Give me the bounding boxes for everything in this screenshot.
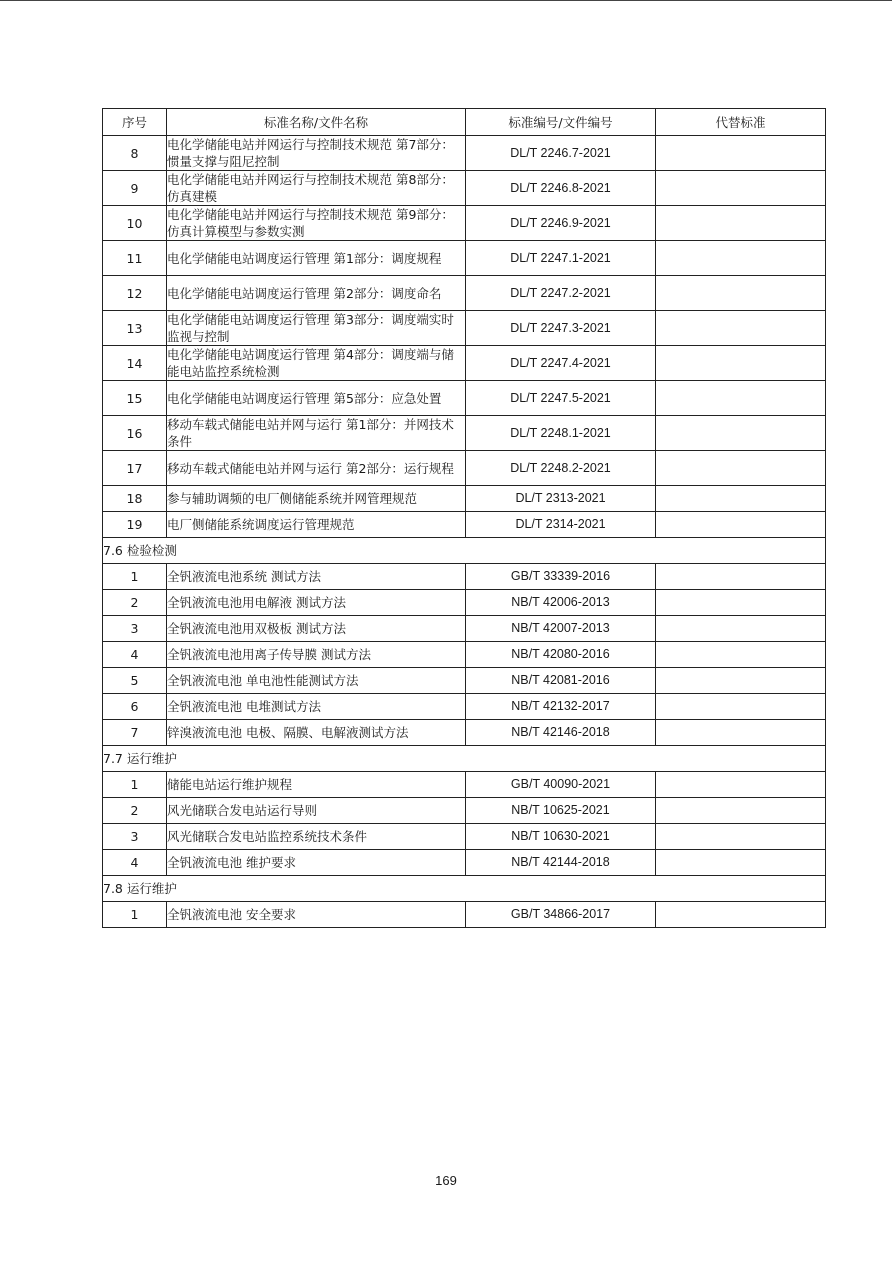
serial-no-cell: 4 <box>103 850 167 876</box>
standard-name-cell: 电厂侧储能系统调度运行管理规范 <box>167 512 466 538</box>
serial-no-cell: 12 <box>103 276 167 311</box>
standard-name-cell: 风光储联合发电站运行导则 <box>167 798 466 824</box>
table-row <box>103 311 826 346</box>
top-border-line <box>0 0 892 1</box>
table-row <box>103 512 826 538</box>
standard-code-cell: DL/T 2248.1-2021 <box>466 416 656 451</box>
standard-name-cell: 电化学储能电站调度运行管理 第1部分：调度规程 <box>167 241 466 276</box>
table-row <box>103 136 826 171</box>
standard-code-cell: DL/T 2247.3-2021 <box>466 311 656 346</box>
serial-no-cell: 17 <box>103 451 167 486</box>
replaced-standard-cell <box>656 616 826 642</box>
standard-code-cell: NB/T 42132-2017 <box>466 694 656 720</box>
replaced-standard-cell <box>656 346 826 381</box>
standard-code-cell: DL/T 2247.1-2021 <box>466 241 656 276</box>
replaced-standard-cell <box>656 206 826 241</box>
serial-no-cell: 18 <box>103 486 167 512</box>
standard-code-cell: DL/T 2246.9-2021 <box>466 206 656 241</box>
standard-name-cell: 移动车载式储能电站并网与运行 第1部分：并网技术条件 <box>167 416 466 451</box>
table-body <box>103 136 826 928</box>
standard-name-cell: 电化学储能电站调度运行管理 第2部分：调度命名 <box>167 276 466 311</box>
replaced-standard-cell <box>656 486 826 512</box>
standard-name-cell: 全钒液流电池 单电池性能测试方法 <box>167 668 466 694</box>
replaced-standard-cell <box>656 590 826 616</box>
standard-name-cell: 全钒液流电池用离子传导膜 测试方法 <box>167 642 466 668</box>
replaced-standard-cell <box>656 798 826 824</box>
serial-no-cell: 14 <box>103 346 167 381</box>
section-heading: 7.8 运行维护 <box>103 876 826 902</box>
standard-name-cell: 全钒液流电池用电解液 测试方法 <box>167 590 466 616</box>
serial-no-cell: 4 <box>103 642 167 668</box>
standard-code-cell: DL/T 2247.2-2021 <box>466 276 656 311</box>
serial-no-cell: 10 <box>103 206 167 241</box>
serial-no-cell: 2 <box>103 590 167 616</box>
replaced-standard-cell <box>656 381 826 416</box>
replaced-standard-cell <box>656 668 826 694</box>
replaced-standard-cell <box>656 136 826 171</box>
replaced-standard-cell <box>656 276 826 311</box>
table-row <box>103 416 826 451</box>
serial-no-cell: 1 <box>103 772 167 798</box>
standard-code-cell: NB/T 42006-2013 <box>466 590 656 616</box>
serial-no-cell: 5 <box>103 668 167 694</box>
replaced-standard-cell <box>656 772 826 798</box>
serial-no-cell: 7 <box>103 720 167 746</box>
serial-no-cell: 16 <box>103 416 167 451</box>
header-replaced-standard: 代替标准 <box>656 109 826 136</box>
standard-code-cell: GB/T 40090-2021 <box>466 772 656 798</box>
replaced-standard-cell <box>656 241 826 276</box>
standard-name-cell: 全钒液流电池 安全要求 <box>167 902 466 928</box>
standard-code-cell: NB/T 42080-2016 <box>466 642 656 668</box>
replaced-standard-cell <box>656 902 826 928</box>
standard-name-cell: 移动车载式储能电站并网与运行 第2部分：运行规程 <box>167 451 466 486</box>
standard-name-cell: 电化学储能电站并网运行与控制技术规范 第8部分：仿真建模 <box>167 171 466 206</box>
standard-name-cell: 风光储联合发电站监控系统技术条件 <box>167 824 466 850</box>
serial-no-cell: 9 <box>103 171 167 206</box>
replaced-standard-cell <box>656 512 826 538</box>
standard-code-cell: DL/T 2247.5-2021 <box>466 381 656 416</box>
serial-no-cell: 3 <box>103 616 167 642</box>
table-row <box>103 642 826 668</box>
replaced-standard-cell <box>656 720 826 746</box>
serial-no-cell: 3 <box>103 824 167 850</box>
table-row <box>103 451 826 486</box>
standard-code-cell: NB/T 10630-2021 <box>466 824 656 850</box>
standard-code-cell: NB/T 42144-2018 <box>466 850 656 876</box>
table-row <box>103 824 826 850</box>
standard-name-cell: 全钒液流电池 电堆测试方法 <box>167 694 466 720</box>
section-heading-row <box>103 538 826 564</box>
table-row <box>103 346 826 381</box>
replaced-standard-cell <box>656 451 826 486</box>
standard-code-cell: DL/T 2314-2021 <box>466 512 656 538</box>
replaced-standard-cell <box>656 850 826 876</box>
section-heading-row <box>103 876 826 902</box>
standard-code-cell: GB/T 34866-2017 <box>466 902 656 928</box>
standard-code-cell: NB/T 42081-2016 <box>466 668 656 694</box>
table-row <box>103 616 826 642</box>
table-row <box>103 720 826 746</box>
replaced-standard-cell <box>656 416 826 451</box>
table-row <box>103 902 826 928</box>
standard-code-cell: DL/T 2313-2021 <box>466 486 656 512</box>
standard-name-cell: 储能电站运行维护规程 <box>167 772 466 798</box>
standard-name-cell: 全钒液流电池用双极板 测试方法 <box>167 616 466 642</box>
table-row <box>103 206 826 241</box>
standards-table <box>102 108 826 928</box>
serial-no-cell: 2 <box>103 798 167 824</box>
page-number: 169 <box>435 1173 457 1188</box>
standard-code-cell: GB/T 33339-2016 <box>466 564 656 590</box>
table-row <box>103 241 826 276</box>
header-standard-name: 标准名称/文件名称 <box>167 109 466 136</box>
standard-code-cell: NB/T 42146-2018 <box>466 720 656 746</box>
standard-code-cell: DL/T 2248.2-2021 <box>466 451 656 486</box>
serial-no-cell: 1 <box>103 902 167 928</box>
standard-code-cell: DL/T 2247.4-2021 <box>466 346 656 381</box>
table-row <box>103 590 826 616</box>
table-row <box>103 694 826 720</box>
standard-name-cell: 参与辅助调频的电厂侧储能系统并网管理规范 <box>167 486 466 512</box>
standard-name-cell: 电化学储能电站并网运行与控制技术规范 第9部分：仿真计算模型与参数实测 <box>167 206 466 241</box>
section-heading-row <box>103 746 826 772</box>
standard-code-cell: NB/T 10625-2021 <box>466 798 656 824</box>
table-header-row <box>103 109 826 136</box>
table-row <box>103 668 826 694</box>
section-heading: 7.7 运行维护 <box>103 746 826 772</box>
standard-code-cell: DL/T 2246.7-2021 <box>466 136 656 171</box>
standard-name-cell: 锌溴液流电池 电极、隔膜、电解液测试方法 <box>167 720 466 746</box>
table-row <box>103 564 826 590</box>
serial-no-cell: 19 <box>103 512 167 538</box>
replaced-standard-cell <box>656 311 826 346</box>
standard-name-cell: 全钒液流电池系统 测试方法 <box>167 564 466 590</box>
standard-code-cell: NB/T 42007-2013 <box>466 616 656 642</box>
serial-no-cell: 11 <box>103 241 167 276</box>
standard-name-cell: 电化学储能电站调度运行管理 第4部分：调度端与储能电站监控系统检测 <box>167 346 466 381</box>
table-row <box>103 171 826 206</box>
standard-code-cell: DL/T 2246.8-2021 <box>466 171 656 206</box>
standard-name-cell: 电化学储能电站并网运行与控制技术规范 第7部分：惯量支撑与阻尼控制 <box>167 136 466 171</box>
serial-no-cell: 13 <box>103 311 167 346</box>
standard-name-cell: 电化学储能电站调度运行管理 第3部分：调度端实时监视与控制 <box>167 311 466 346</box>
serial-no-cell: 8 <box>103 136 167 171</box>
header-standard-code: 标准编号/文件编号 <box>466 109 656 136</box>
table-row <box>103 798 826 824</box>
header-serial-no: 序号 <box>103 109 167 136</box>
table-row <box>103 381 826 416</box>
table-row <box>103 850 826 876</box>
section-heading: 7.6 检验检测 <box>103 538 826 564</box>
serial-no-cell: 6 <box>103 694 167 720</box>
table-row <box>103 772 826 798</box>
replaced-standard-cell <box>656 171 826 206</box>
replaced-standard-cell <box>656 564 826 590</box>
replaced-standard-cell <box>656 824 826 850</box>
replaced-standard-cell <box>656 694 826 720</box>
standard-name-cell: 全钒液流电池 维护要求 <box>167 850 466 876</box>
serial-no-cell: 15 <box>103 381 167 416</box>
table-row <box>103 486 826 512</box>
replaced-standard-cell <box>656 642 826 668</box>
serial-no-cell: 1 <box>103 564 167 590</box>
standard-name-cell: 电化学储能电站调度运行管理 第5部分：应急处置 <box>167 381 466 416</box>
table-row <box>103 276 826 311</box>
